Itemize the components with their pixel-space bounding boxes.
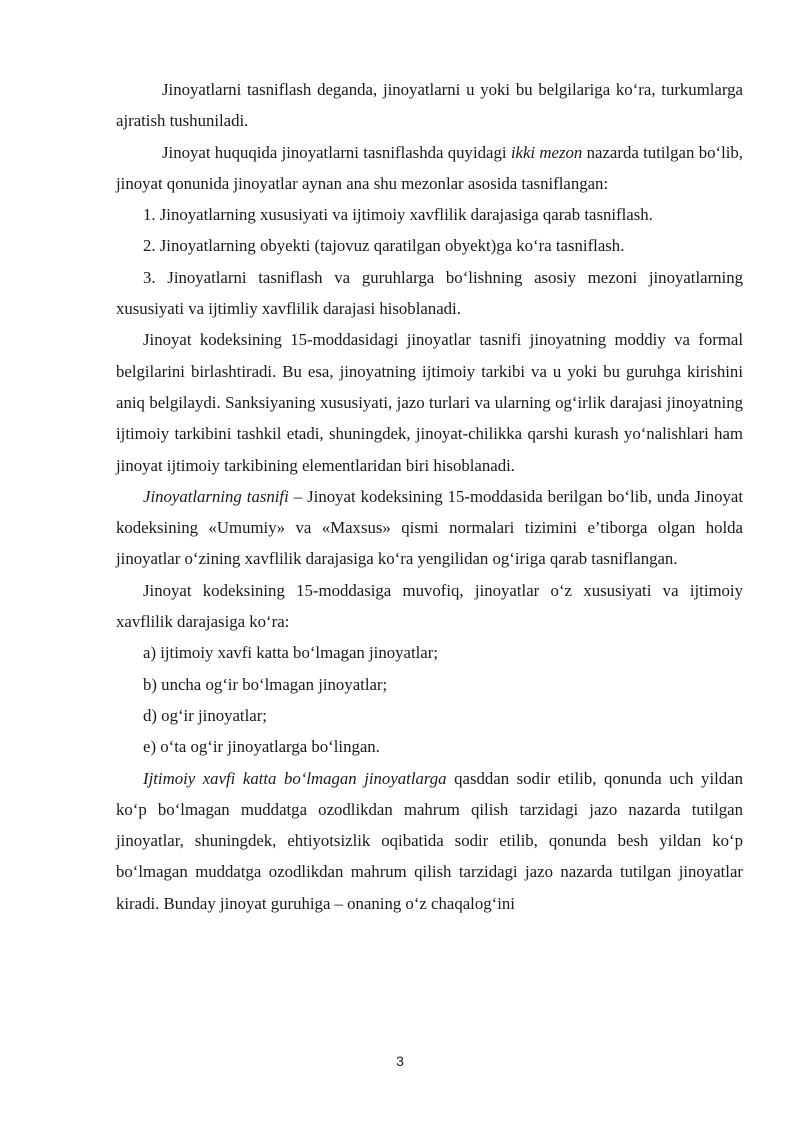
paragraph-criteria-text-b: nazarda tutilgan bo‘lib, jinoyat qonunida jinoyatlar aynan ana shu mezonlar asosida tasniflangan: xyxy=(116,142,743,193)
paragraph-criteria xyxy=(116,137,743,200)
list-item: 3. Jinoyatlarni tasniflash va guruhlarga bo‘lishning asosiy mezoni jinoyatlarning xususiyati va ijtimliy xavflilik darajasi hisoblanadi. xyxy=(116,267,743,319)
paragraph-minor-crimes-text: qasddan sodir etilib, qonunda uch yildan ko‘p bo‘lmagan muddatga ozodlikdan mahrum qilish tarzidagi jazo nazarda tutilgan jinoyatlar, shuningdek, ehtiyotsizlik oqibatida sodir etilib, qonunda besh yildan ko‘p bo‘lmagan muddatga ozodlikdan mahrum qilish tarzidagi jazo nazarda tutilgan jinoyatlar kiradi. Bunday jinoyat guruhiga – onaning o‘z chaqalog‘ini xyxy=(116,768,743,913)
paragraph-classification-text: – Jinoyat kodeksining 15-moddasida berilgan bo‘lib, unda Jinoyat kodeksining «Umumiy» va «Maxsus» qismi normalari tizimini e’tiborga olgan holda jinoyatlar o‘zining xavflilik darajasiga ko‘ra yengilidan og‘iriga qarab tasniflangan. xyxy=(116,486,743,569)
paragraph-categories-intro: Jinoyat kodeksining 15-moddasiga muvofiq, jinoyatlar o‘z xususiyati va ijtimoiy xavflilik darajasiga ko‘ra: xyxy=(116,580,743,632)
list-item: d) og‘ir jinoyatlar; xyxy=(143,705,267,725)
paragraph-minor-crimes xyxy=(116,763,743,919)
paragraph-definition: Jinoyatlarni tasniflash deganda, jinoyatlarni u yoki bu belgilariga ko‘ra, turkumlarga ajratish tushuniladi. xyxy=(116,80,743,131)
page-body xyxy=(116,74,743,919)
paragraph-criteria-text-a: Jinoyat huquqida jinoyatlarni tasniflashda quyidagi xyxy=(162,142,511,162)
list-item: a) ijtimoiy xavfi katta bo‘lmagan jinoyatlar; xyxy=(143,643,438,663)
list-item: 1. Jinoyatlarning xususiyati va ijtimoiy xavflilik darajasiga qarab tasniflash. xyxy=(143,205,653,225)
list-item: 2. Jinoyatlarning obyekti (tajovuz qaratilgan obyekt)ga ko‘ra tasniflash. xyxy=(143,236,625,256)
list-item: b) uncha og‘ir bo‘lmagan jinoyatlar; xyxy=(143,674,388,694)
paragraph-article-15: Jinoyat kodeksining 15-moddasidagi jinoyatlar tasnifi jinoyatning moddiy va formal belgilarini birlashtiradi. Bu esa, jinoyatning ijtimoiy tarkibi va u yoki bu guruhga kirishini aniq belgilaydi. Sanksiyaning xususiyati, jazo turlari va ularning og‘irlik darajasi jinoyatning ijtimoiy tarkibini tashkil etadi, shuningdek, jinoyat-chilikka qarshi kurash yo‘nalishlari ham jinoyat ijtimoiy tarkibining elementlaridan biri hisoblanadi. xyxy=(116,330,743,475)
paragraph-criteria-emphasis: ikki mezon xyxy=(510,142,583,162)
page-number: 3 xyxy=(396,1053,404,1069)
paragraph-minor-crimes-emphasis: Ijtimoiy xavfi katta bo‘lmagan jinoyatlarga xyxy=(143,768,447,788)
list-item: e) o‘ta og‘ir jinoyatlarga bo‘lingan. xyxy=(143,737,380,757)
paragraph-classification-emphasis: Jinoyatlarning tasnifi xyxy=(143,486,289,506)
paragraph-classification xyxy=(116,481,743,575)
